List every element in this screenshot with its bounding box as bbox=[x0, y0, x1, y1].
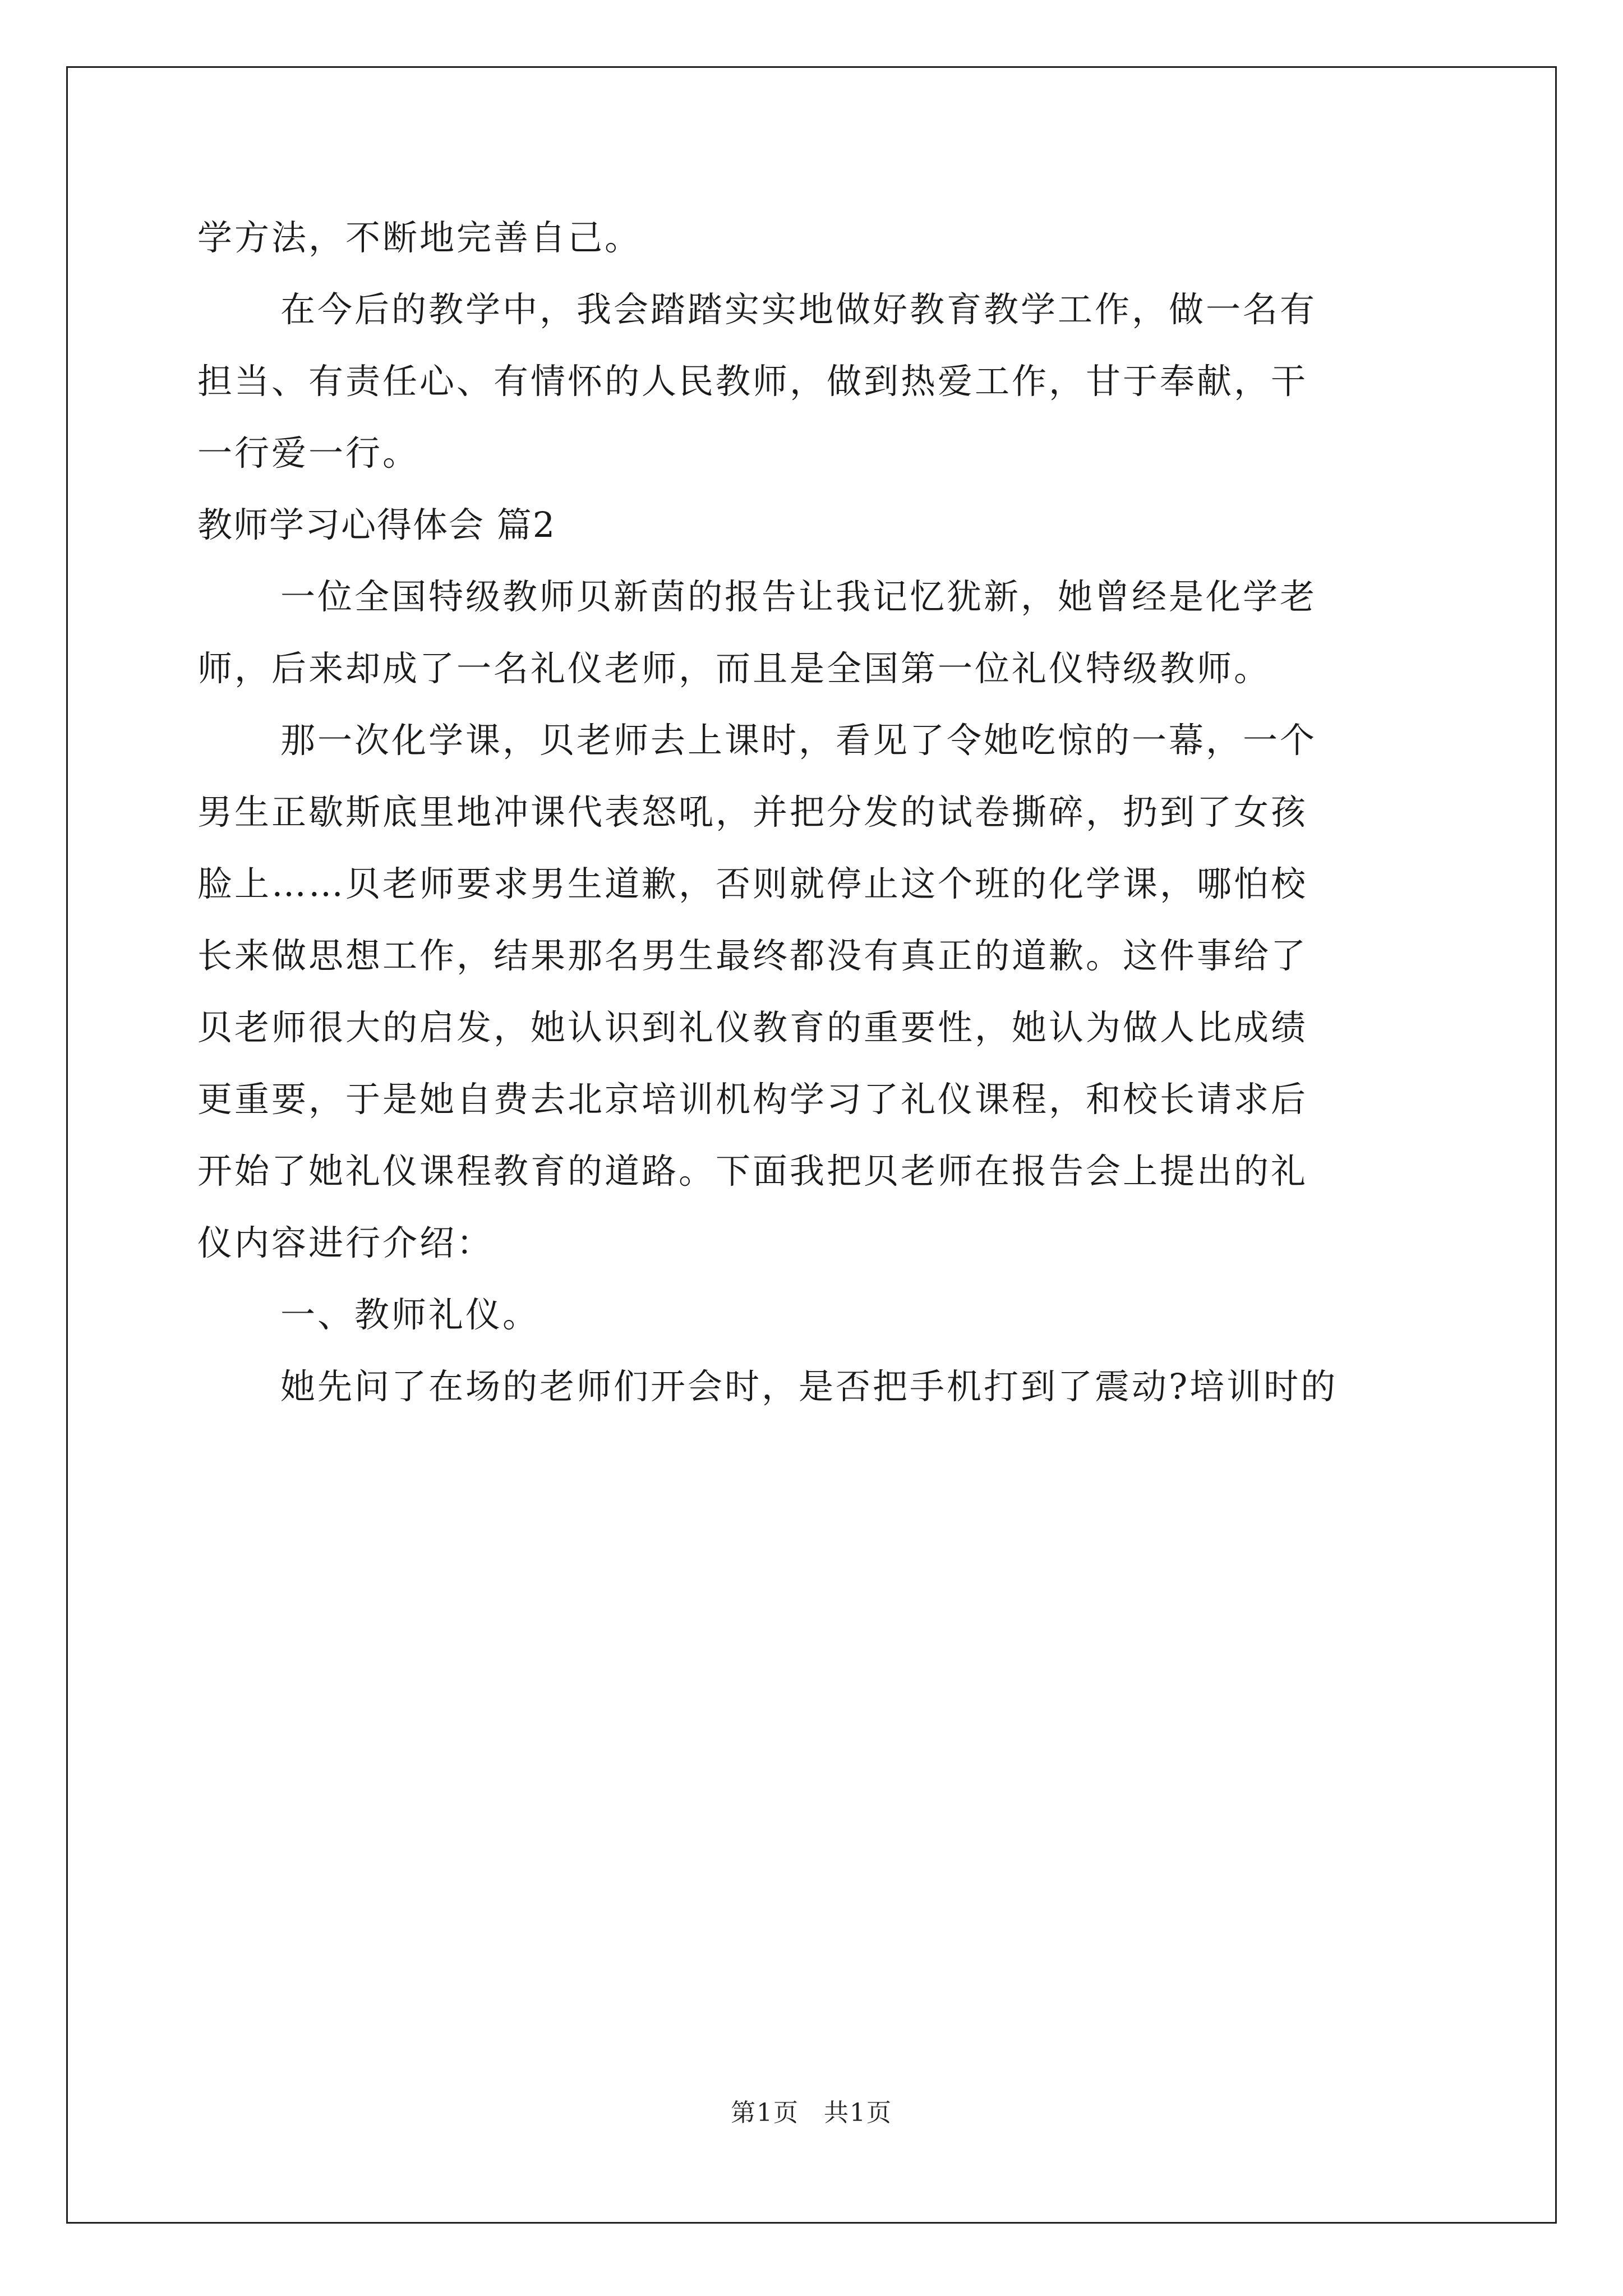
text-line: 贝老师很大的启发，她认识到礼仪教育的重要性，她认为做人比成绩 bbox=[197, 1007, 1308, 1048]
text-line: 学方法，不断地完善自己。 bbox=[197, 217, 642, 258]
text-line: 脸上……贝老师要求男生道歉，否则就停止这个班的化学课，哪怕校 bbox=[197, 863, 1308, 904]
text-line: 那一次化学课，贝老师去上课时，看见了令她吃惊的一幕，一个 bbox=[280, 720, 1317, 761]
page-total: 共1页 bbox=[824, 2099, 892, 2127]
text-line: 更重要，于是她自费去北京培训机构学习了礼仪课程，和校长请求后 bbox=[197, 1079, 1308, 1120]
document-body bbox=[197, 202, 1431, 1423]
text-line: 开始了她礼仪课程教育的道路。下面我把贝老师在报告会上提出的礼 bbox=[197, 1151, 1308, 1191]
text-line: 长来做思想工作，结果那名男生最终都没有真正的道歉。这件事给了 bbox=[197, 935, 1308, 976]
text-line: 男生正歇斯底里地冲课代表怒吼，并把分发的试卷撕碎，扔到了女孩 bbox=[197, 792, 1308, 832]
text-line: 一位全国特级教师贝新茵的报告让我记忆犹新，她曾经是化学老 bbox=[280, 576, 1317, 617]
text-line: 师，后来却成了一名礼仪老师，而且是全国第一位礼仪特级教师。 bbox=[197, 648, 1271, 689]
text-line: 仪内容进行介绍： bbox=[197, 1222, 494, 1263]
text-line: 一、教师礼仪。 bbox=[280, 1294, 540, 1335]
page-number: 第1页 bbox=[731, 2099, 799, 2127]
page-footer bbox=[0, 2092, 1623, 2128]
text-line: 担当、有责任心、有情怀的人民教师，做到热爱工作，甘于奉献，干 bbox=[197, 361, 1308, 402]
text-line: 在今后的教学中，我会踏踏实实地做好教育教学工作，做一名有 bbox=[280, 289, 1317, 330]
text-line: 一行爱一行。 bbox=[197, 432, 420, 473]
text-line: 她先问了在场的老师们开会时，是否把手机打到了震动?培训时的 bbox=[280, 1366, 1338, 1407]
section-heading: 教师学习心得体会 篇2 bbox=[197, 504, 556, 545]
